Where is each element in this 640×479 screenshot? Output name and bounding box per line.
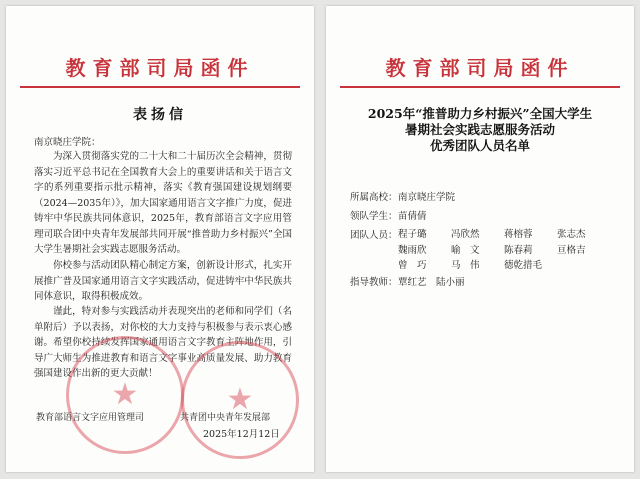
issuer-youth-league: 共青团中央青年发展部 [180, 413, 271, 423]
letter-paragraph-1: 为深入贯彻落实党的二十大和二十届历次全会精神，贯彻落实习近平总书记在全国教育大会上的重要讲话和关于语言文字的系列重要指示批示精神，落实《教育强国建设规划纲要（2024—2035年）》，加大国家通用语言文字推广力度，促进铸牢中华民族共同体意识，2025年，教育部语言文字应用管理司联合团中央青年发展部共同开展“推普助力乡村振兴”全国大学生暑期社会实践志愿服务活动。 [34, 151, 292, 255]
member-name: 蒋榕蓉 [504, 229, 533, 240]
official-seal-icon: ★ [66, 336, 184, 454]
member-name: 马 伟 [451, 260, 480, 271]
school-value: 南京晓庄学院 [398, 192, 456, 203]
member-name: 张志杰 [557, 229, 586, 240]
member-name: 陈春莉 [504, 244, 533, 256]
member-name: 亘格吉 [557, 244, 586, 256]
letterhead-divider [20, 86, 300, 88]
issue-date: 2025年12月12日 [203, 429, 280, 440]
mentor-value: 覃红艺 陆小丽 [398, 277, 465, 288]
salutation: 南京晓庄学院： [34, 137, 101, 148]
member-name: 曾 巧 [398, 260, 427, 271]
commendation-letter-page [6, 6, 314, 472]
letter-title: 表扬信 [133, 107, 187, 123]
member-name: 冯欣然 [451, 229, 480, 240]
leader-label: 领队学生： [350, 211, 398, 222]
mentor-label: 指导教师： [350, 277, 398, 288]
letterhead: 教育部司局函件 [65, 56, 255, 80]
mentor-row [350, 274, 465, 288]
letter-paragraph-3: 谨此，特对参与实践活动并表现突出的老师和同学们（名单附后）予以表扬，对你校的大力支持与积极参与表示衷心感谢。希望你校持续发挥国家通用语言文字教育主阵地作用，引导广大师生为推进教育和语言文字事业高质量发展、助力教育强国建设作出新的更大贡献！ [34, 306, 292, 379]
school-label: 所属高校： [350, 192, 398, 203]
roster-title-line-2: 暑期社会实践志愿服务活动 [404, 122, 555, 137]
member-name: 魏雨欣 [398, 244, 427, 256]
members-row [350, 227, 398, 241]
member-name: 喻 文 [451, 244, 480, 256]
members-label: 团队人员： [350, 230, 398, 241]
member-list [398, 227, 618, 274]
issuer-moe: 教育部语言文字应用管理司 [36, 413, 145, 423]
official-seal-icon: ★ [181, 341, 299, 459]
member-name: 德乾措毛 [504, 260, 543, 271]
member-name: 程子璐 [398, 229, 427, 240]
letterhead: 教育部司局函件 [385, 56, 575, 80]
school-row [350, 189, 455, 203]
letter-paragraph-2: 你校参与活动团队精心制定方案，创新设计形式，扎实开展推广普及国家通用语言文字实践活动，促进铸牢中华民族共同体意识，取得积极成效。 [34, 260, 292, 302]
roster-title-line-3: 优秀团队人员名单 [429, 138, 530, 153]
leader-row [350, 208, 427, 222]
leader-value: 苗倩倩 [398, 211, 427, 222]
roster-title-line-1: 2025年“推普助力乡村振兴”全国大学生 [367, 106, 593, 121]
letterhead-divider [340, 86, 620, 88]
team-roster-page [326, 6, 634, 472]
